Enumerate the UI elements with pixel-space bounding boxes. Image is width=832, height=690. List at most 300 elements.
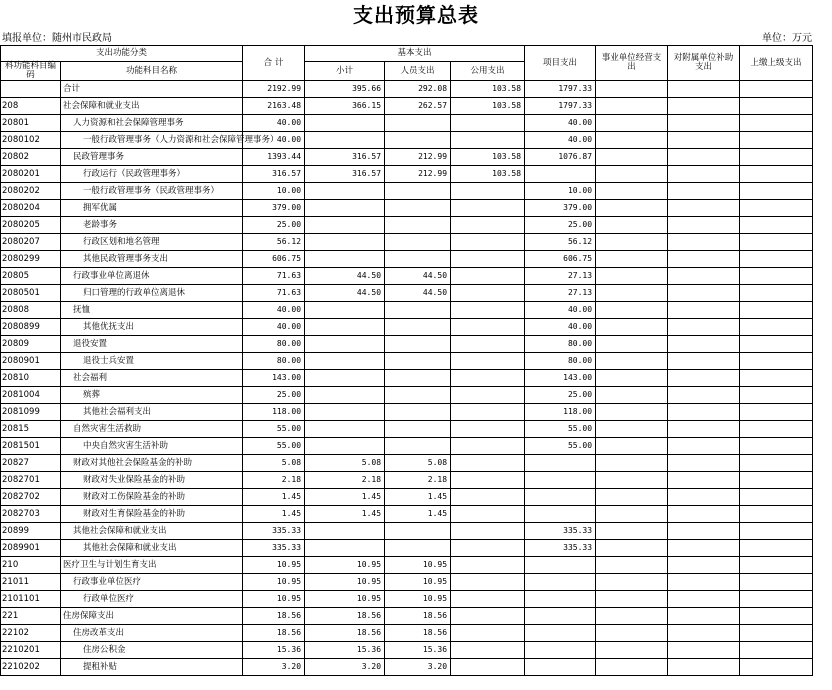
cell-public <box>451 472 525 489</box>
cell-public <box>451 489 525 506</box>
cell-name: 财政对生育保险基金的补助 <box>61 506 243 523</box>
cell-code: 20899 <box>1 523 61 540</box>
cell-total: 2192.99 <box>243 81 305 98</box>
budget-table <box>0 45 813 676</box>
cell-upper <box>740 234 813 251</box>
cell-subtotal <box>305 200 385 217</box>
cell-name: 其他社会保障和就业支出 <box>61 523 243 540</box>
cell-enterprise <box>596 200 668 217</box>
cell-total: 56.12 <box>243 234 305 251</box>
cell-subtotal <box>305 540 385 557</box>
cell-name: 拥军优属 <box>61 200 243 217</box>
table-row <box>1 387 813 404</box>
cell-code: 2082703 <box>1 506 61 523</box>
cell-personnel: 262.57 <box>385 98 451 115</box>
cell-subsidy <box>668 455 740 472</box>
cell-personnel: 3.20 <box>385 659 451 676</box>
page-title: 支出预算总表 <box>353 3 479 27</box>
cell-project: 40.00 <box>525 115 596 132</box>
cell-upper <box>740 353 813 370</box>
cell-personnel: 1.45 <box>385 506 451 523</box>
cell-public <box>451 540 525 557</box>
cell-subtotal <box>305 353 385 370</box>
table-row <box>1 625 813 642</box>
cell-upper <box>740 319 813 336</box>
cell-project: 55.00 <box>525 421 596 438</box>
cell-personnel: 15.36 <box>385 642 451 659</box>
table-row <box>1 217 813 234</box>
cell-code: 221 <box>1 608 61 625</box>
header-code: 科功能科目编码 <box>1 62 61 81</box>
cell-subtotal <box>305 421 385 438</box>
cell-public: 103.58 <box>451 149 525 166</box>
cell-project <box>525 659 596 676</box>
cell-subtotal: 10.95 <box>305 557 385 574</box>
cell-subtotal: 395.66 <box>305 81 385 98</box>
cell-upper <box>740 183 813 200</box>
cell-personnel: 2.18 <box>385 472 451 489</box>
cell-total: 71.63 <box>243 268 305 285</box>
cell-personnel: 212.99 <box>385 166 451 183</box>
cell-subsidy <box>668 149 740 166</box>
cell-total: 143.00 <box>243 370 305 387</box>
cell-subsidy <box>668 115 740 132</box>
cell-personnel: 44.50 <box>385 268 451 285</box>
cell-total: 55.00 <box>243 438 305 455</box>
cell-subtotal <box>305 234 385 251</box>
cell-personnel <box>385 421 451 438</box>
cell-upper <box>740 336 813 353</box>
cell-code: 20809 <box>1 336 61 353</box>
cell-code: 2089901 <box>1 540 61 557</box>
cell-enterprise <box>596 217 668 234</box>
cell-personnel: 292.08 <box>385 81 451 98</box>
cell-subtotal: 44.50 <box>305 285 385 302</box>
cell-project <box>525 166 596 183</box>
cell-code: 210 <box>1 557 61 574</box>
cell-name: 退役安置 <box>61 336 243 353</box>
cell-enterprise <box>596 183 668 200</box>
cell-upper <box>740 149 813 166</box>
cell-code: 2080102 <box>1 132 61 149</box>
cell-upper <box>740 166 813 183</box>
cell-enterprise <box>596 625 668 642</box>
cell-public <box>451 421 525 438</box>
cell-public <box>451 659 525 676</box>
cell-name: 社会保障和就业支出 <box>61 98 243 115</box>
cell-upper <box>740 404 813 421</box>
cell-public <box>451 234 525 251</box>
cell-subtotal <box>305 336 385 353</box>
table-row <box>1 472 813 489</box>
cell-enterprise <box>596 608 668 625</box>
cell-personnel <box>385 404 451 421</box>
cell-public <box>451 608 525 625</box>
cell-name: 行政事业单位离退休 <box>61 268 243 285</box>
cell-total: 1393.44 <box>243 149 305 166</box>
cell-subsidy <box>668 489 740 506</box>
cell-project <box>525 489 596 506</box>
cell-subsidy <box>668 132 740 149</box>
cell-subsidy <box>668 98 740 115</box>
cell-enterprise <box>596 251 668 268</box>
table-row <box>1 540 813 557</box>
cell-enterprise <box>596 455 668 472</box>
cell-personnel: 10.95 <box>385 591 451 608</box>
cell-code: 2080201 <box>1 166 61 183</box>
cell-subtotal: 316.57 <box>305 149 385 166</box>
cell-total: 15.36 <box>243 642 305 659</box>
cell-total: 55.00 <box>243 421 305 438</box>
cell-total: 3.20 <box>243 659 305 676</box>
cell-subtotal <box>305 183 385 200</box>
cell-personnel: 10.95 <box>385 574 451 591</box>
cell-public <box>451 217 525 234</box>
cell-upper <box>740 540 813 557</box>
cell-project <box>525 574 596 591</box>
cell-subtotal: 5.08 <box>305 455 385 472</box>
cell-enterprise <box>596 268 668 285</box>
cell-public <box>451 370 525 387</box>
cell-project: 40.00 <box>525 132 596 149</box>
cell-personnel <box>385 217 451 234</box>
cell-project: 40.00 <box>525 302 596 319</box>
cell-subtotal: 15.36 <box>305 642 385 659</box>
cell-name: 提租补贴 <box>61 659 243 676</box>
reporting-unit: 填报单位：随州市民政局 <box>2 33 112 44</box>
cell-total: 40.00 <box>243 115 305 132</box>
cell-total: 25.00 <box>243 387 305 404</box>
cell-enterprise <box>596 319 668 336</box>
cell-enterprise <box>596 659 668 676</box>
cell-subsidy <box>668 404 740 421</box>
cell-name: 退役士兵安置 <box>61 353 243 370</box>
cell-code: 2080205 <box>1 217 61 234</box>
cell-code: 2081501 <box>1 438 61 455</box>
cell-subtotal <box>305 217 385 234</box>
cell-public <box>451 285 525 302</box>
cell-subsidy <box>668 438 740 455</box>
cell-public <box>451 455 525 472</box>
header-total: 合 计 <box>243 46 305 81</box>
table-row <box>1 115 813 132</box>
cell-project <box>525 625 596 642</box>
cell-total: 25.00 <box>243 217 305 234</box>
table-row <box>1 234 813 251</box>
cell-name: 其他社会福利支出 <box>61 404 243 421</box>
cell-enterprise <box>596 574 668 591</box>
cell-project: 40.00 <box>525 319 596 336</box>
cell-code: 2081099 <box>1 404 61 421</box>
cell-name: 一般行政管理事务（人力资源和社会保障管理事务） <box>61 132 243 149</box>
cell-subsidy <box>668 217 740 234</box>
table-row <box>1 591 813 608</box>
cell-enterprise <box>596 387 668 404</box>
cell-personnel: 18.56 <box>385 608 451 625</box>
cell-subtotal <box>305 115 385 132</box>
table-body <box>1 81 813 676</box>
cell-code: 2080202 <box>1 183 61 200</box>
cell-total: 40.00 <box>243 319 305 336</box>
cell-code: 2080501 <box>1 285 61 302</box>
cell-public: 103.58 <box>451 81 525 98</box>
cell-project: 55.00 <box>525 438 596 455</box>
cell-personnel <box>385 438 451 455</box>
cell-name: 医疗卫生与计划生育支出 <box>61 557 243 574</box>
cell-upper <box>740 421 813 438</box>
cell-enterprise <box>596 421 668 438</box>
cell-personnel <box>385 302 451 319</box>
cell-project: 80.00 <box>525 353 596 370</box>
cell-upper <box>740 472 813 489</box>
cell-code: 20801 <box>1 115 61 132</box>
cell-upper <box>740 285 813 302</box>
cell-upper <box>740 608 813 625</box>
header-category-group: 支出功能分类 <box>1 46 243 62</box>
table-row <box>1 574 813 591</box>
cell-public <box>451 183 525 200</box>
cell-public <box>451 557 525 574</box>
cell-name: 住房公积金 <box>61 642 243 659</box>
cell-public <box>451 251 525 268</box>
cell-personnel <box>385 132 451 149</box>
cell-total: 40.00 <box>243 302 305 319</box>
cell-total: 71.63 <box>243 285 305 302</box>
cell-total: 335.33 <box>243 540 305 557</box>
cell-public <box>451 387 525 404</box>
cell-subtotal <box>305 251 385 268</box>
table-row <box>1 421 813 438</box>
cell-project <box>525 642 596 659</box>
cell-subsidy <box>668 506 740 523</box>
cell-code: 2082701 <box>1 472 61 489</box>
cell-upper <box>740 268 813 285</box>
cell-code: 20802 <box>1 149 61 166</box>
cell-public <box>451 404 525 421</box>
cell-total: 316.57 <box>243 166 305 183</box>
header-subsidy: 对附属单位补助支出 <box>668 46 740 81</box>
cell-enterprise <box>596 642 668 659</box>
cell-project: 56.12 <box>525 234 596 251</box>
cell-public <box>451 319 525 336</box>
table-row <box>1 200 813 217</box>
cell-subtotal: 44.50 <box>305 268 385 285</box>
cell-enterprise <box>596 149 668 166</box>
header-name: 功能科目名称 <box>61 62 243 81</box>
cell-code: 22102 <box>1 625 61 642</box>
cell-enterprise <box>596 115 668 132</box>
cell-project: 25.00 <box>525 387 596 404</box>
cell-upper <box>740 523 813 540</box>
cell-project: 27.13 <box>525 285 596 302</box>
cell-subtotal <box>305 319 385 336</box>
cell-public <box>451 132 525 149</box>
cell-name: 行政运行（民政管理事务） <box>61 166 243 183</box>
cell-public <box>451 200 525 217</box>
cell-upper <box>740 489 813 506</box>
cell-name: 殡葬 <box>61 387 243 404</box>
cell-personnel <box>385 234 451 251</box>
cell-upper <box>740 370 813 387</box>
cell-personnel <box>385 370 451 387</box>
cell-enterprise <box>596 557 668 574</box>
cell-name: 社会福利 <box>61 370 243 387</box>
cell-total: 10.95 <box>243 557 305 574</box>
cell-project <box>525 591 596 608</box>
cell-code: 2082702 <box>1 489 61 506</box>
cell-enterprise <box>596 132 668 149</box>
cell-code: 20810 <box>1 370 61 387</box>
cell-public: 103.58 <box>451 166 525 183</box>
cell-public <box>451 353 525 370</box>
cell-name: 民政管理事务 <box>61 149 243 166</box>
cell-name: 老龄事务 <box>61 217 243 234</box>
cell-subtotal <box>305 370 385 387</box>
cell-enterprise <box>596 336 668 353</box>
cell-subsidy <box>668 234 740 251</box>
cell-subsidy <box>668 183 740 200</box>
cell-subsidy <box>668 387 740 404</box>
cell-upper <box>740 81 813 98</box>
cell-personnel <box>385 115 451 132</box>
cell-total: 10.95 <box>243 574 305 591</box>
cell-project: 606.75 <box>525 251 596 268</box>
cell-total: 2163.48 <box>243 98 305 115</box>
cell-total: 10.95 <box>243 591 305 608</box>
cell-subsidy <box>668 591 740 608</box>
cell-personnel <box>385 523 451 540</box>
cell-project: 335.33 <box>525 540 596 557</box>
cell-project: 335.33 <box>525 523 596 540</box>
header-personnel: 人员支出 <box>385 62 451 81</box>
cell-subtotal: 366.15 <box>305 98 385 115</box>
table-row <box>1 370 813 387</box>
cell-subsidy <box>668 370 740 387</box>
header-upper: 上缴上级支出 <box>740 46 813 81</box>
cell-name: 财政对工伤保险基金的补助 <box>61 489 243 506</box>
cell-personnel <box>385 336 451 353</box>
cell-enterprise <box>596 523 668 540</box>
cell-subsidy <box>668 523 740 540</box>
cell-code: 2210202 <box>1 659 61 676</box>
cell-subsidy <box>668 200 740 217</box>
cell-personnel <box>385 200 451 217</box>
cell-subsidy <box>668 472 740 489</box>
table-row <box>1 438 813 455</box>
currency-unit: 单位：万元 <box>762 33 812 44</box>
cell-subtotal: 18.56 <box>305 608 385 625</box>
table-row <box>1 166 813 183</box>
cell-project: 10.00 <box>525 183 596 200</box>
cell-enterprise <box>596 166 668 183</box>
cell-public <box>451 642 525 659</box>
cell-enterprise <box>596 81 668 98</box>
cell-code: 20827 <box>1 455 61 472</box>
cell-subsidy <box>668 268 740 285</box>
cell-personnel: 1.45 <box>385 489 451 506</box>
cell-upper <box>740 642 813 659</box>
cell-total: 5.08 <box>243 455 305 472</box>
cell-upper <box>740 659 813 676</box>
cell-subtotal: 10.95 <box>305 574 385 591</box>
cell-name: 其他社会保障和就业支出 <box>61 540 243 557</box>
cell-project: 80.00 <box>525 336 596 353</box>
table-row <box>1 149 813 166</box>
table-row <box>1 251 813 268</box>
cell-enterprise <box>596 285 668 302</box>
cell-personnel <box>385 183 451 200</box>
cell-total: 379.00 <box>243 200 305 217</box>
cell-project: 1076.87 <box>525 149 596 166</box>
cell-code: 208 <box>1 98 61 115</box>
cell-project: 1797.33 <box>525 98 596 115</box>
cell-public <box>451 591 525 608</box>
cell-project <box>525 506 596 523</box>
cell-total: 118.00 <box>243 404 305 421</box>
cell-subsidy <box>668 81 740 98</box>
cell-upper <box>740 438 813 455</box>
cell-personnel: 5.08 <box>385 455 451 472</box>
cell-subtotal: 3.20 <box>305 659 385 676</box>
cell-total: 10.00 <box>243 183 305 200</box>
cell-name: 行政区划和地名管理 <box>61 234 243 251</box>
table-row <box>1 319 813 336</box>
cell-public <box>451 302 525 319</box>
cell-subtotal: 316.57 <box>305 166 385 183</box>
cell-upper <box>740 115 813 132</box>
table-row <box>1 608 813 625</box>
cell-enterprise <box>596 404 668 421</box>
table-row <box>1 132 813 149</box>
cell-upper <box>740 455 813 472</box>
cell-subsidy <box>668 421 740 438</box>
cell-subsidy <box>668 540 740 557</box>
cell-subsidy <box>668 336 740 353</box>
cell-project: 25.00 <box>525 217 596 234</box>
cell-code: 21011 <box>1 574 61 591</box>
cell-subsidy <box>668 659 740 676</box>
cell-name: 其他民政管理事务支出 <box>61 251 243 268</box>
header-subtotal: 小计 <box>305 62 385 81</box>
cell-project: 27.13 <box>525 268 596 285</box>
cell-total: 335.33 <box>243 523 305 540</box>
cell-public <box>451 625 525 642</box>
cell-personnel <box>385 319 451 336</box>
table-row <box>1 642 813 659</box>
cell-subsidy <box>668 302 740 319</box>
cell-subtotal <box>305 302 385 319</box>
cell-subsidy <box>668 625 740 642</box>
cell-public <box>451 574 525 591</box>
cell-project <box>525 608 596 625</box>
cell-subtotal: 18.56 <box>305 625 385 642</box>
cell-name: 行政事业单位医疗 <box>61 574 243 591</box>
cell-code: 2210201 <box>1 642 61 659</box>
table-row <box>1 506 813 523</box>
cell-upper <box>740 625 813 642</box>
table-row <box>1 353 813 370</box>
cell-personnel: 18.56 <box>385 625 451 642</box>
cell-code: 2080207 <box>1 234 61 251</box>
cell-upper <box>740 302 813 319</box>
cell-project <box>525 557 596 574</box>
cell-subsidy <box>668 574 740 591</box>
cell-public <box>451 268 525 285</box>
table-row <box>1 455 813 472</box>
cell-enterprise <box>596 489 668 506</box>
cell-enterprise <box>596 438 668 455</box>
cell-public <box>451 506 525 523</box>
